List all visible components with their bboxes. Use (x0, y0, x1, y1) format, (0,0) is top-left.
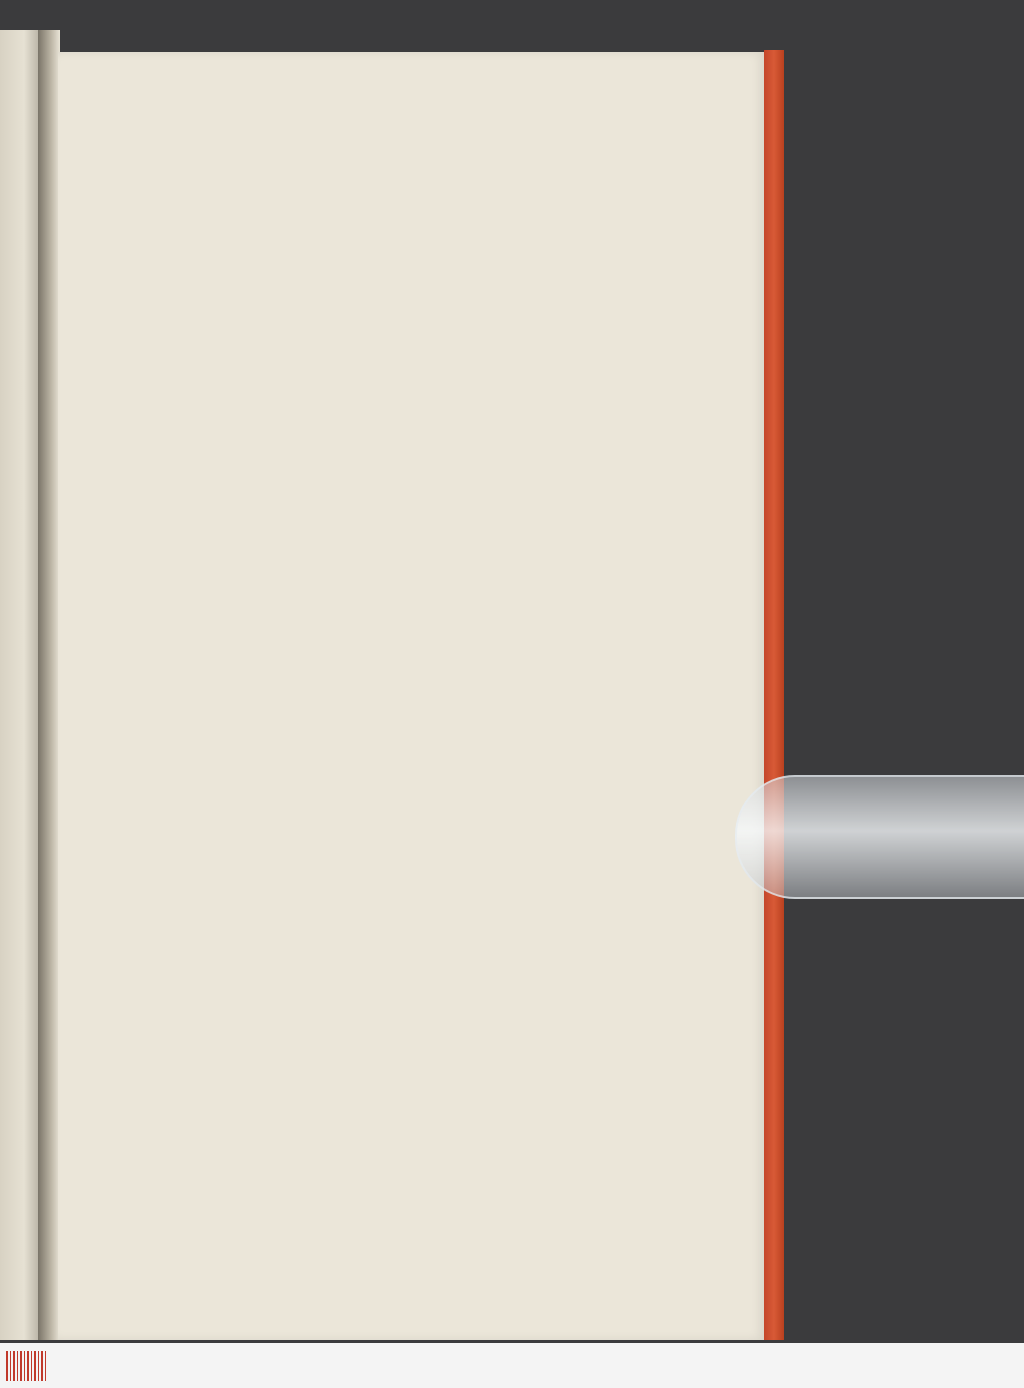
red-page-edge (764, 50, 784, 1340)
book-gutter (38, 30, 60, 1340)
left-page-edge (0, 30, 40, 1340)
barcode-icon (6, 1351, 48, 1381)
viewer-footer (0, 1343, 1024, 1388)
book-clip (735, 775, 1024, 899)
book-page (58, 52, 766, 1340)
